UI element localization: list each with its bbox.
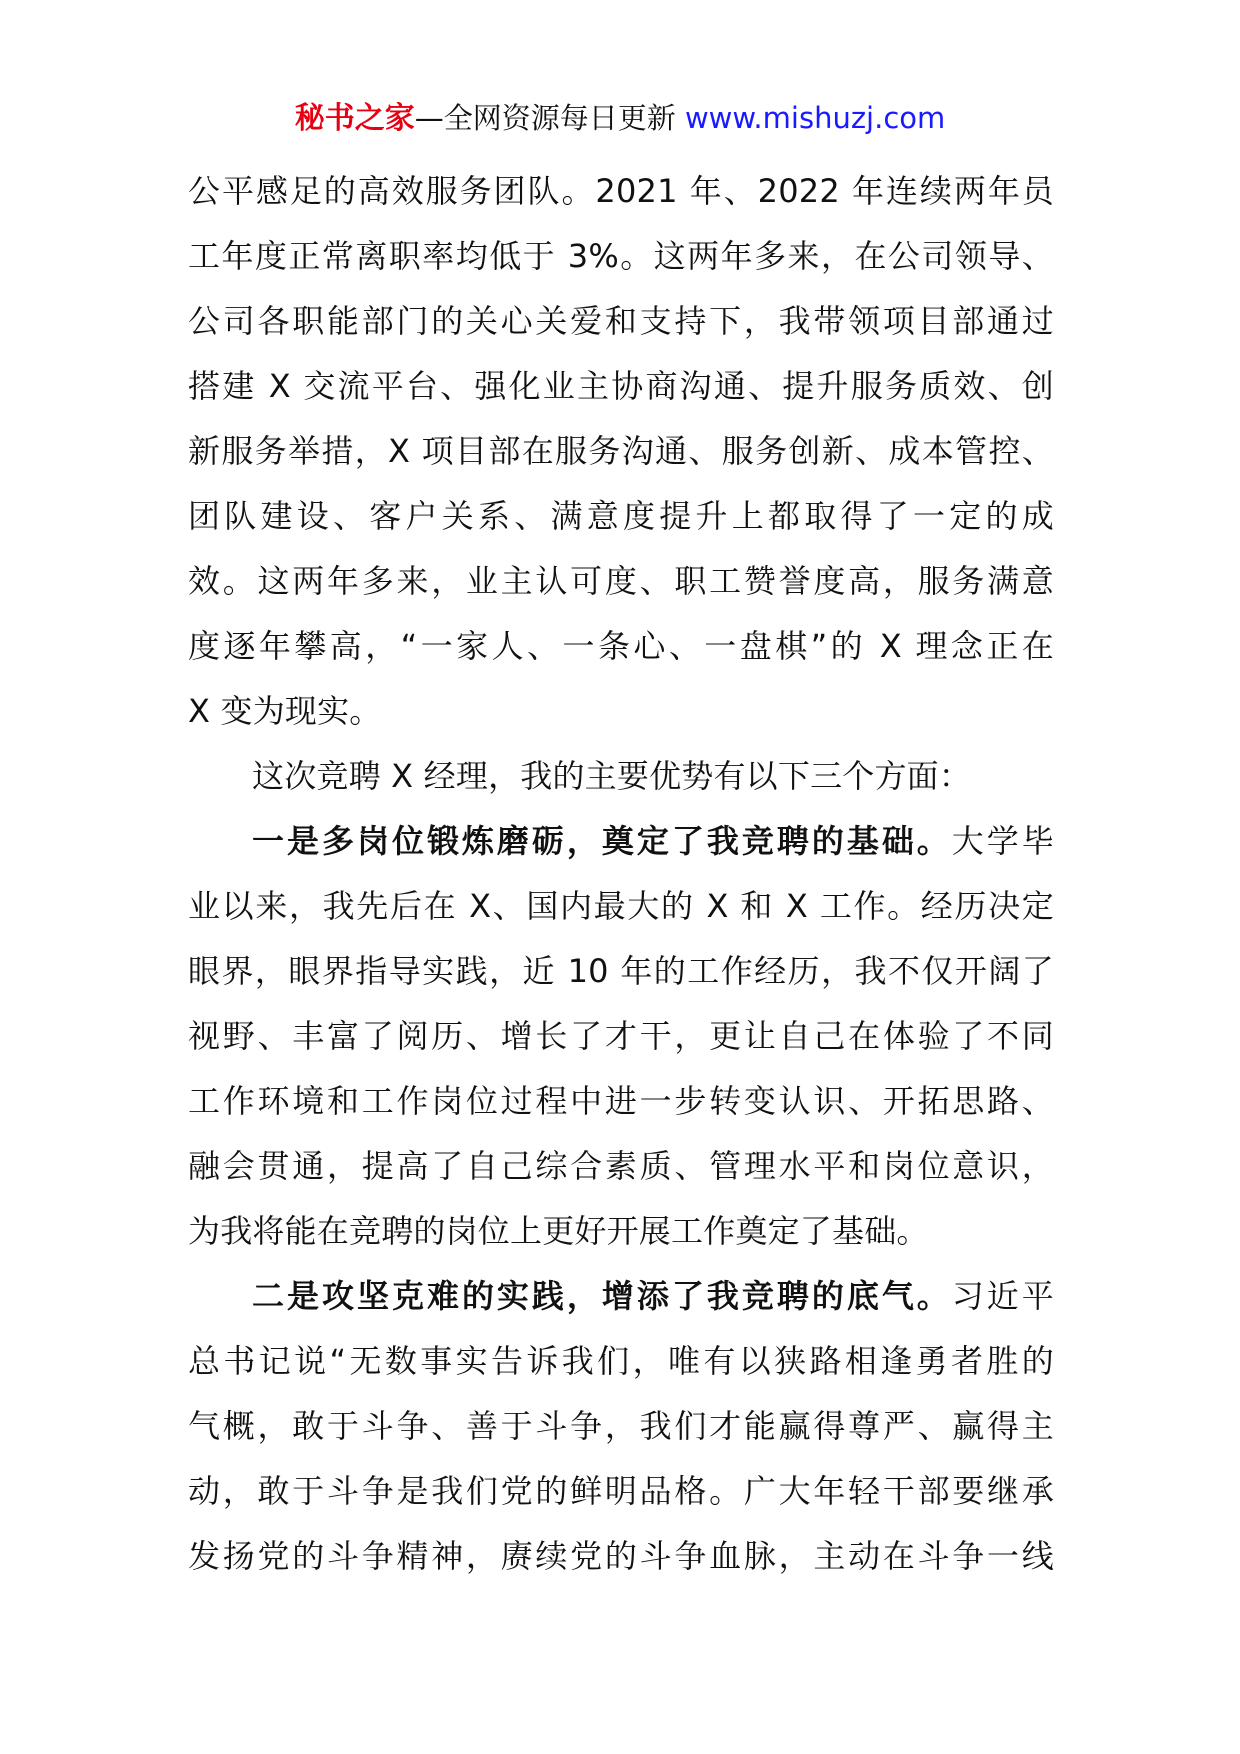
paragraph-lead-heading: 一是多岗位锻炼磨砺，奠定了我竞聘的基础。 — [252, 822, 952, 860]
paragraph-lead-heading: 二是攻坚克难的实践，增添了我竞聘的底气。 — [252, 1277, 952, 1315]
site-header — [0, 98, 1240, 139]
text-line: 为我将能在竞聘的岗位上更好开展工作奠定了基础。 — [188, 1212, 929, 1250]
text-line: 业以来，我先后在 X、国内最大的 X 和 X 工作。经历决定 — [188, 887, 1054, 925]
text-line: 这次竞聘 X 经理，我的主要优势有以下三个方面： — [252, 757, 972, 795]
text-line: 公平感足的高效服务团队。2021 年、2022 年连续两年员 — [188, 172, 1054, 210]
text-line: 工作环境和工作岗位过程中进一步转变认识、开拓思路、 — [188, 1082, 1054, 1120]
text-line: 效。这两年多来，业主认可度、职工赞誉度高，服务满意 — [188, 562, 1054, 600]
site-brand-name: 秘书之家 — [294, 101, 415, 136]
text-line: 气概，敢于斗争、善于斗争，我们才能赢得尊严、赢得主 — [188, 1407, 1054, 1445]
text-line: 团队建设、客户关系、满意度提升上都取得了一定的成 — [188, 497, 1054, 535]
paragraph-first-line — [188, 1264, 1054, 1329]
site-url-link[interactable]: www.mishuzj.com — [684, 101, 946, 135]
text-line: 视野、丰富了阅历、增长了才干，更让自己在体验了不同 — [188, 1017, 1054, 1055]
paragraph-first-line — [188, 809, 1054, 874]
text-line: 发扬党的斗争精神，赓续党的斗争血脉，主动在斗争一线 — [188, 1537, 1054, 1575]
text-run: 习近平 — [951, 1277, 1054, 1315]
text-line: 工年度正常离职率均低于 3%。这两年多来，在公司领导、 — [188, 237, 1054, 275]
text-line: 动，敢于斗争是我们党的鲜明品格。广大年轻干部要继承 — [188, 1472, 1054, 1510]
site-tagline: —全网资源每日更新 — [414, 101, 685, 135]
text-line: 新服务举措，X 项目部在服务沟通、服务创新、成本管控、 — [188, 432, 1054, 470]
text-line: 度逐年攀高，“一家人、一条心、一盘棋”的 X 理念正在 — [188, 627, 1054, 665]
text-line: 总书记说“无数事实告诉我们，唯有以狭路相逢勇者胜的 — [188, 1342, 1054, 1380]
text-line: 融会贯通，提高了自己综合素质、管理水平和岗位意识， — [188, 1147, 1054, 1185]
document-body — [188, 159, 1054, 1589]
text-line: 公司各职能部门的关心关爱和支持下，我带领项目部通过 — [188, 302, 1054, 340]
text-run: 大学毕 — [951, 822, 1054, 860]
text-line: X 变为现实。 — [188, 692, 382, 730]
text-line: 眼界，眼界指导实践，近 10 年的工作经历，我不仅开阔了 — [188, 952, 1054, 990]
text-line: 搭建 X 交流平台、强化业主协商沟通、提升服务质效、创 — [188, 367, 1054, 405]
